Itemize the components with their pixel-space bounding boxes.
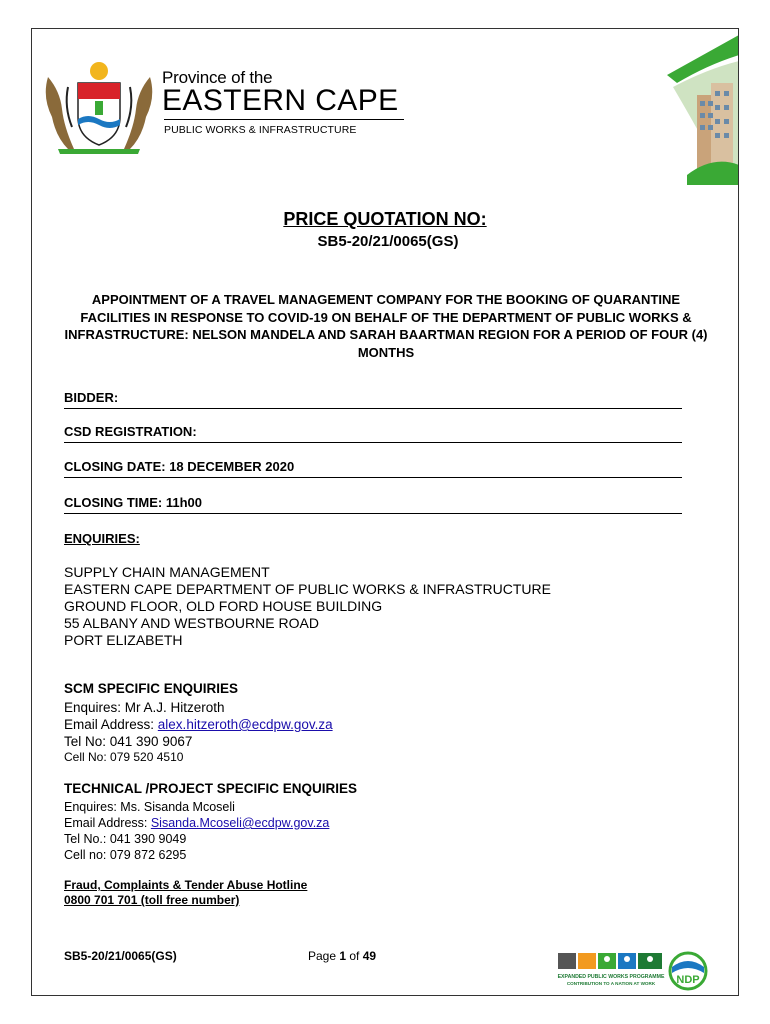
scm-enquires: Enquires: Mr A.J. Hitzeroth	[64, 700, 225, 715]
epwp-logo	[556, 949, 666, 991]
enquiries-heading: ENQUIRIES:	[64, 531, 140, 546]
technical-enquiries-heading: TECHNICAL /PROJECT SPECIFIC ENQUIRIES	[64, 781, 358, 796]
technical-email-link[interactable]: Sisanda.Mcoseli@ecdpw.gov.za	[150, 816, 330, 830]
scm-tel: Tel No: 041 390 9067	[64, 734, 193, 749]
building-corner-art	[667, 35, 739, 185]
epwp-logo-tagline: CONTRIBUTION TO A NATION AT WORK	[566, 981, 656, 986]
quotation-reference: SB5-20/21/0065(GS)	[317, 233, 459, 250]
page-number	[308, 949, 376, 963]
scm-email-label: Email Address:	[64, 717, 158, 732]
page-label: Page	[308, 949, 340, 963]
technical-cell: Cell no: 079 872 6295	[64, 848, 187, 862]
closing-time-field: CLOSING TIME: 11h00	[64, 495, 682, 514]
page-of: of	[346, 949, 363, 963]
document-title: PRICE QUOTATION NO:	[283, 209, 487, 229]
address-line: GROUND FLOOR, OLD FORD HOUSE BUILDING	[64, 598, 383, 614]
fraud-hotline-title: Fraud, Complaints & Tender Abuse Hotline	[64, 878, 308, 892]
ndp-logo-text: NDP	[676, 974, 700, 986]
technical-contact-block	[64, 799, 329, 863]
address-line: PORT ELIZABETH	[64, 632, 183, 648]
tender-description: APPOINTMENT OF A TRAVEL MANAGEMENT COMPANY FOR THE BOOKING OF QUARANTINE FACILITIES IN RESPONSE TO COVID-19 ON BEHALF OF THE DEPARTMENT OF PUBLIC WORKS & INFRASTRUCTURE: NELSON MANDELA AND SARAH BAARTMAN REGION FOR A PERIOD OF FOUR (4) MONTHS	[64, 292, 708, 360]
page-current: 1	[339, 949, 347, 963]
province-line-2: EASTERN CAPE	[162, 84, 399, 117]
bidder-field: BIDDER:	[64, 390, 682, 409]
enquiries-address	[64, 564, 551, 649]
epwp-logo-text: EXPANDED PUBLIC WORKS PROGRAMME	[557, 974, 665, 980]
document-page	[31, 28, 739, 996]
scm-email-link[interactable]: alex.hitzeroth@ecdpw.gov.za	[157, 717, 333, 732]
technical-email-label: Email Address:	[64, 816, 151, 830]
technical-tel: Tel No.: 041 390 9049	[64, 832, 187, 846]
scm-contact-block	[64, 699, 333, 750]
fraud-hotline-number: 0800 701 701 (toll free number)	[64, 893, 240, 907]
scm-enquiries-heading: SCM SPECIFIC ENQUIRIES	[64, 681, 239, 696]
scm-email-line	[64, 716, 333, 733]
technical-email-line	[64, 815, 329, 831]
department-name: PUBLIC WORKS & INFRASTRUCTURE	[164, 124, 357, 136]
province-line-1: Province of the	[162, 68, 273, 87]
address-line: EASTERN CAPE DEPARTMENT OF PUBLIC WORKS & INFRASTRUCTURE	[64, 581, 551, 597]
technical-enquires: Enquires: Ms. Sisanda Mcoseli	[64, 800, 235, 814]
header-divider	[164, 119, 404, 120]
closing-date-field: CLOSING DATE: 18 DECEMBER 2020	[64, 459, 682, 478]
coat-of-arms-logo	[38, 57, 160, 157]
address-line: 55 ALBANY AND WESTBOURNE ROAD	[64, 615, 319, 631]
ndp-logo	[668, 951, 708, 991]
address-line: SUPPLY CHAIN MANAGEMENT	[64, 564, 270, 580]
footer-reference: SB5-20/21/0065(GS)	[64, 949, 177, 963]
csd-registration-field: CSD REGISTRATION:	[64, 424, 682, 443]
page-total: 49	[362, 949, 377, 963]
scm-cell: Cell No: 079 520 4510	[64, 750, 184, 764]
fraud-hotline	[64, 878, 307, 908]
